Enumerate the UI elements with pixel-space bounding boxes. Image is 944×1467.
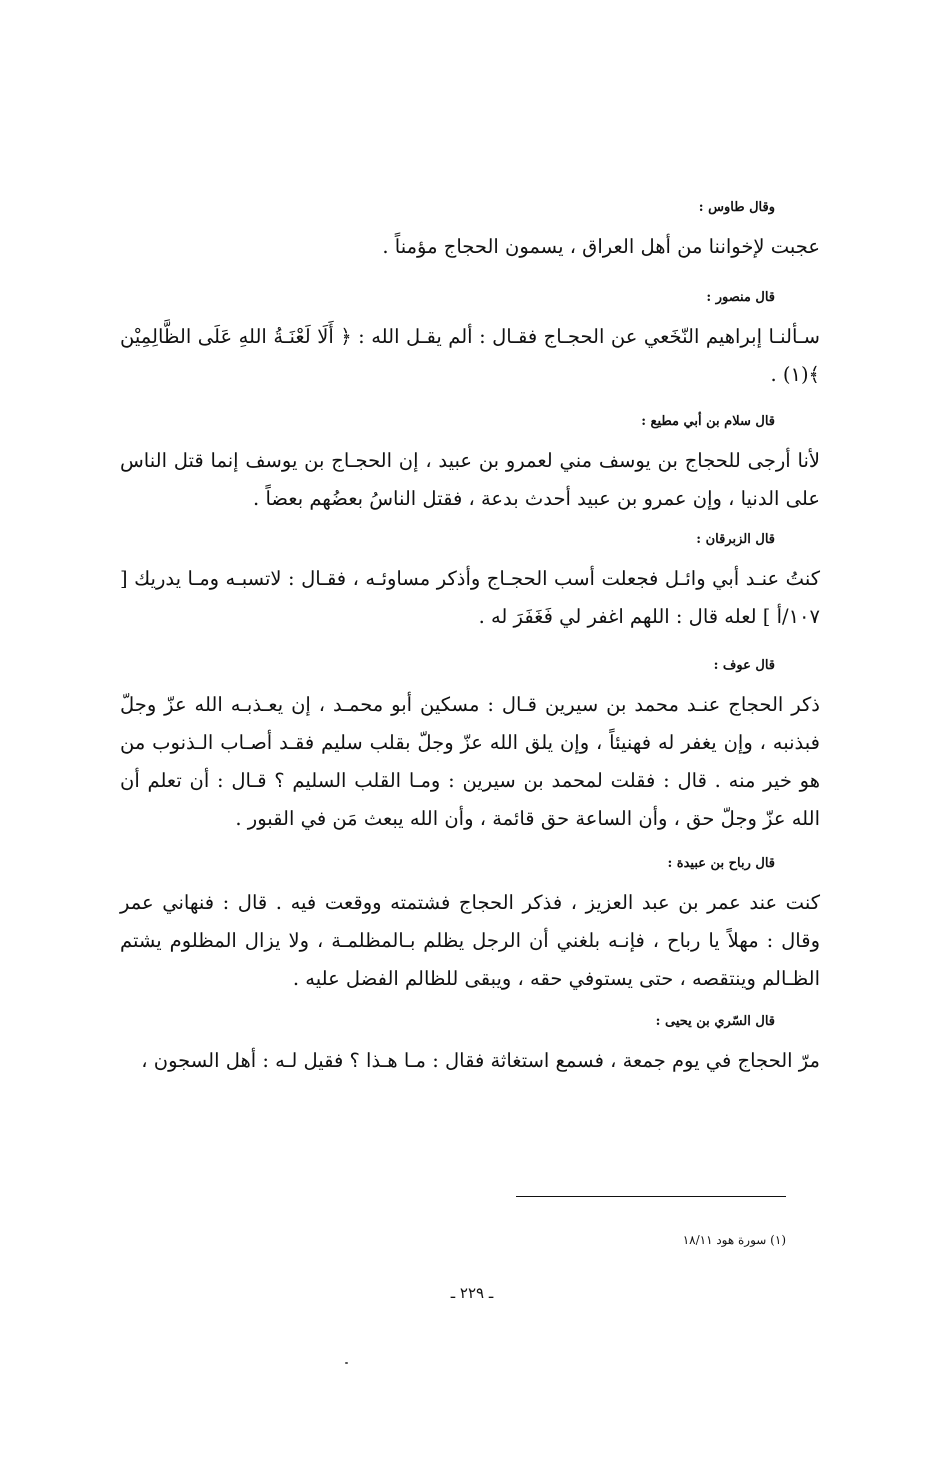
section-paragraph: مرّ الحجاج في يوم جمعة ، فسمع استغاثة فقال : مـا هـذا ؟ فقيل لـه : أهل السجون ، xyxy=(141,1049,820,1072)
footnote-divider xyxy=(516,1196,786,1197)
section-awf xyxy=(120,656,820,838)
section-paragraph: لأنا أرجى للحجاج بن يوسف مني لعمرو بن عبيد ، إن الحجـاج بن يوسف إنما قتل الناس على الدنيا ، وإن عمرو بن عبيد أحدث بدعة ، فقتل الناسُ بعضُهم بعضاً . xyxy=(120,449,820,510)
section-zibriqan xyxy=(120,530,820,636)
speaker-label: قال السّري بن يحيى : xyxy=(655,1014,775,1029)
speaker-label: وقال طاوس : xyxy=(698,200,775,215)
footnote: (١) سورة هود ١٨/١١ xyxy=(682,1233,786,1247)
section-paragraph: كنت عند عمر بن عبد العزيز ، فذكر الحجاج فشتمته ووقعت فيه . قال : فنهاني عمر وقال : مهلاً يا رباح ، فإنـه بلغني أن الرجل يظلم بـالمظلمـة ، ولا يزال المظلوم يشتم الظـالم وينتقصه ، حتى يستوفي حقه ، ويبقى للظالم الفضل عليه . xyxy=(120,891,820,990)
page-number: ـ ٢٢٩ ـ xyxy=(450,1284,494,1302)
speaker-label: قال منصور : xyxy=(706,290,775,305)
speaker-label: قال رباح بن عبيدة : xyxy=(667,856,775,871)
section-sallam xyxy=(120,412,820,518)
section-paragraph: كنتُ عنـد أبي وائـل فجعلت أسب الحجـاج وأذكر مساوئـه ، فقـال : لاتسبـه ومـا يدريك [ ١٠٧/أ ] لعله قال : اللهم اغفر لي فَغَفَرَ له . xyxy=(120,567,820,628)
page-body xyxy=(120,198,820,1080)
speaker-label: قال الزبرقان : xyxy=(696,532,775,547)
scan-speck xyxy=(345,1362,348,1364)
section-rabah xyxy=(120,854,820,998)
section-sari xyxy=(120,1012,820,1080)
section-tawus xyxy=(120,198,820,266)
speaker-label: قال سلام بن أبي مطيع : xyxy=(641,414,775,429)
section-paragraph: سـألنـا إبراهيم النّخَعي عن الحجـاج فقـال : ألم يقـل الله : ﴿ أَلَا لَعْنَـةُ اللهِ عَلَى الظَّالِمِيْن ﴾(١) . xyxy=(120,325,820,386)
speaker-label: قال عوف : xyxy=(713,658,775,673)
section-mansur xyxy=(120,288,820,394)
section-paragraph: ذكر الحجاج عنـد محمد بن سيرين قـال : مسكين أبو محمـد ، إن يعـذبـه الله عزّ وجلّ فبذنبه ، وإن يغفر له فهنيئاً ، وإن يلق الله عزّ وجلّ بقلب سليم فقـد أصـاب الـذنوب من هو خير منه . قال : فقلت لمحمد بن سيرين : ومـا القلب السليم ؟ قـال : أن تعلم أن الله عزّ وجلّ حق ، وأن الساعة حق قائمة ، وأن الله يبعث مَن في القبور . xyxy=(120,693,820,830)
section-paragraph: عجبت لإخواننا من أهل العراق ، يسمون الحجاج مؤمناً . xyxy=(382,235,820,258)
